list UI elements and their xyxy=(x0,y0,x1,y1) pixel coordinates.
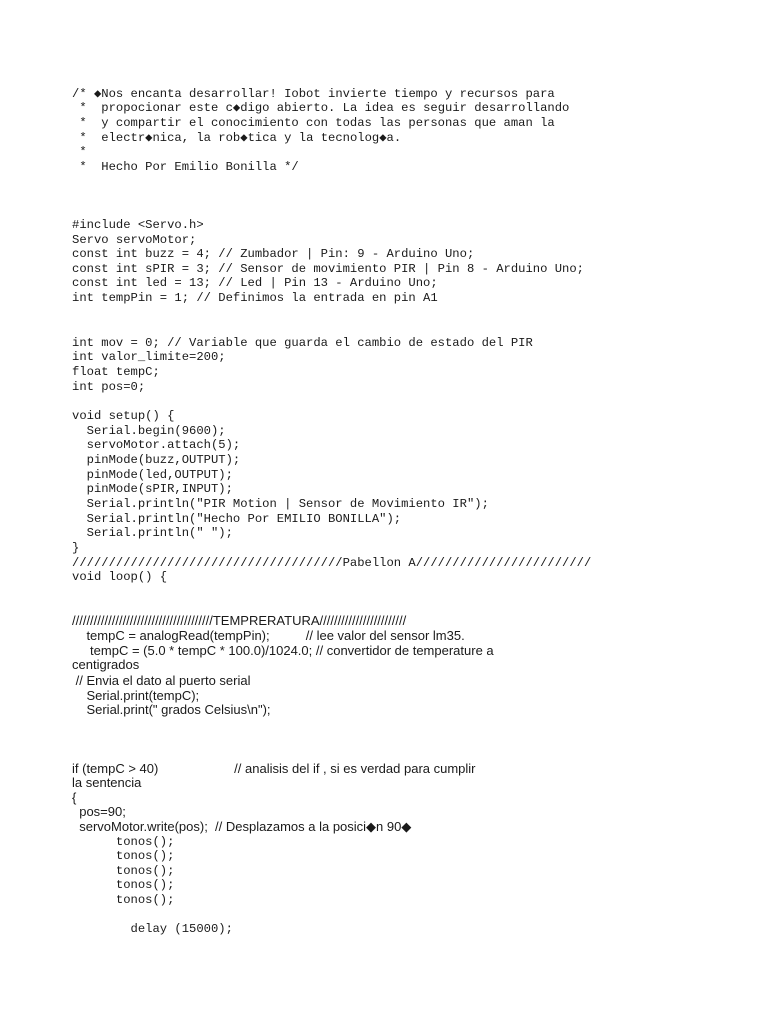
code-line: Serial.print(" grados Celsius\n"); xyxy=(72,702,271,717)
code-line: tonos(); xyxy=(72,835,175,849)
code-line: Serial.begin(9600); xyxy=(72,424,226,438)
code-line: int mov = 0; // Variable que guarda el cambio de estado del PIR xyxy=(72,336,533,350)
code-line: Serial.print(tempC); xyxy=(72,688,200,703)
code-line: const int led = 13; // Led | Pin 13 - Arduino Uno; xyxy=(72,276,438,290)
code-line: #include <Servo.h> xyxy=(72,218,204,232)
code-line: int valor_limite=200; xyxy=(72,350,226,364)
code-line: * electr◆nica, la rob◆tica y la tecnolog◆a. xyxy=(72,131,402,145)
code-line: servoMotor.attach(5); xyxy=(72,438,241,452)
code-line: Serial.println("Hecho Por EMILIO BONILLA"); xyxy=(72,512,402,526)
code-line: const int buzz = 4; // Zumbador | Pin: 9 - Arduino Uno; xyxy=(72,247,475,261)
code-line: int pos=0; xyxy=(72,380,146,394)
code-line: tonos(); xyxy=(72,893,175,907)
code-line: tonos(); xyxy=(72,849,175,863)
code-line: tempC = (5.0 * tempC * 100.0)/1024.0; // convertidor de temperature a xyxy=(72,643,494,658)
code-line: Serial.println("PIR Motion | Sensor de Movimiento IR"); xyxy=(72,497,489,511)
code-line: { xyxy=(72,790,77,805)
code-line: // Envia el dato al puerto serial xyxy=(72,673,251,688)
code-line: pinMode(buzz,OUTPUT); xyxy=(72,453,241,467)
code-line: pinMode(sPIR,INPUT); xyxy=(72,482,233,496)
code-line: void loop() { xyxy=(72,570,168,584)
code-line: /////////////////////////////////////Pabellon A//////////////////////// xyxy=(72,556,592,570)
code-line: * Hecho Por Emilio Bonilla */ xyxy=(72,160,299,174)
code-line: * y compartir el conocimiento con todas las personas que aman la xyxy=(72,116,555,130)
code-line: tonos(); xyxy=(72,864,175,878)
code-line: * xyxy=(72,145,87,159)
code-line: void setup() { xyxy=(72,409,175,423)
code-line: la sentencia xyxy=(72,775,142,790)
code-line: tonos(); xyxy=(72,878,175,892)
code-line: pos=90; xyxy=(72,804,126,819)
code-line: int tempPin = 1; // Definimos la entrada en pin A1 xyxy=(72,291,438,305)
code-line: } xyxy=(72,541,80,555)
code-line: Servo servoMotor; xyxy=(72,233,197,247)
code-line: servoMotor.write(pos); // Desplazamos a la posici◆n 90◆ xyxy=(72,819,412,834)
code-line: tempC = analogRead(tempPin); // lee valor del sensor lm35. xyxy=(72,628,465,643)
code-line: centigrados xyxy=(72,657,140,672)
code-line: if (tempC > 40) // analisis del if , si es verdad para cumplir xyxy=(72,761,476,776)
code-line: delay (15000); xyxy=(72,922,233,936)
code-line: pinMode(led,OUTPUT); xyxy=(72,468,233,482)
code-line: ///////////////////////////////////////TEMPRERATURA//////////////////////// xyxy=(72,613,407,628)
code-line: Serial.println(" "); xyxy=(72,526,233,540)
code-line: const int sPIR = 3; // Sensor de movimiento PIR | Pin 8 - Arduino Uno; xyxy=(72,262,584,276)
code-line: * propocionar este c◆digo abierto. La idea es seguir desarrollando xyxy=(72,101,570,115)
code-line: float tempC; xyxy=(72,365,160,379)
code-line: /* ◆Nos encanta desarrollar! Iobot invierte tiempo y recursos para xyxy=(72,87,555,101)
